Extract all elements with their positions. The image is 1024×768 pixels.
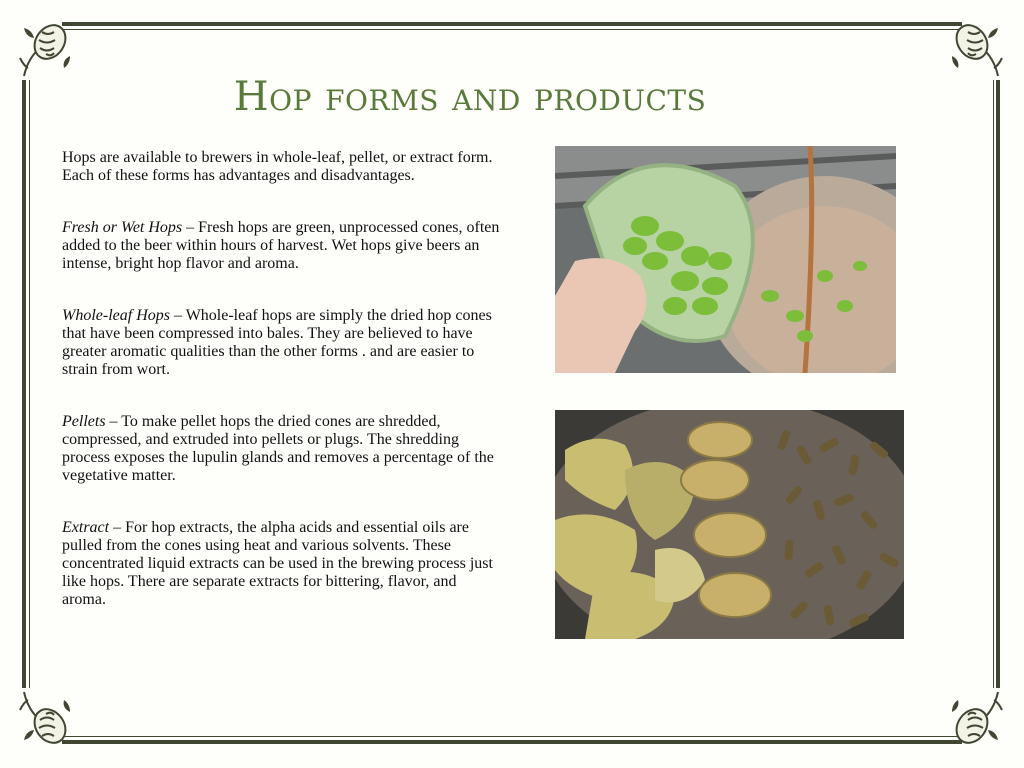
section-dash: – — [105, 413, 122, 430]
section-term: Extract — [62, 519, 110, 536]
frame-right-line — [996, 80, 1000, 688]
section-pellets — [62, 413, 504, 485]
frame-top-line-thin — [62, 29, 962, 30]
section-dash: – — [182, 219, 199, 236]
section-whole-leaf-hops — [62, 307, 504, 379]
hop-cone-icon — [14, 18, 78, 82]
frame-top-line — [62, 22, 962, 26]
section-term: Whole-leaf Hops — [62, 307, 170, 324]
section-text: To make pellet hops the dried cones are shredded, compressed, and extruded into pellets or plugs. The shredding process exposes the lupulin glands and removes a percentage of the vegetative matter. — [62, 413, 494, 484]
hop-cone-icon — [944, 18, 1008, 82]
section-term: Pellets — [62, 413, 106, 430]
intro-paragraph: Hops are available to brewers in whole-leaf, pellet, or extract form. Each of these forms has advantages and disadvantages. — [62, 149, 493, 184]
section-dash: – — [109, 519, 126, 536]
section-text: For hop extracts, the alpha acids and essential oils are pulled from the cones using heat and various solvents. These concentrated liquid extracts can be used in the brewing process just like hops. There are separate extracts for bittering, flavor, and aroma. — [62, 519, 493, 608]
section-text: Whole-leaf hops are simply the dried hop cones that have been compressed into bales. They are believed to have greater aromatic qualities than the other forms . and are easier to strain from wort. — [62, 307, 492, 378]
fresh-hops-photo — [555, 146, 896, 373]
frame-left-line — [22, 80, 26, 688]
frame-bottom-line — [62, 740, 962, 744]
frame-bottom-line-thin — [62, 736, 962, 737]
section-dash: – — [169, 307, 186, 324]
body-text — [62, 149, 504, 643]
hop-cone-icon — [14, 686, 78, 750]
section-fresh-hops — [62, 219, 504, 273]
hop-cone-icon — [944, 686, 1008, 750]
section-term: Fresh or Wet Hops — [62, 219, 183, 236]
section-text: Fresh hops are green, unprocessed cones, often added to the beer within hours of harvest. Wet hops give beers an intense, bright hop flavor and aroma. — [62, 219, 500, 272]
slide-title: Hop forms and products — [233, 74, 707, 120]
frame-left-line-thin — [29, 80, 30, 688]
hop-products-photo — [555, 410, 904, 639]
frame-right-line-thin — [993, 80, 994, 688]
section-extract — [62, 519, 504, 609]
